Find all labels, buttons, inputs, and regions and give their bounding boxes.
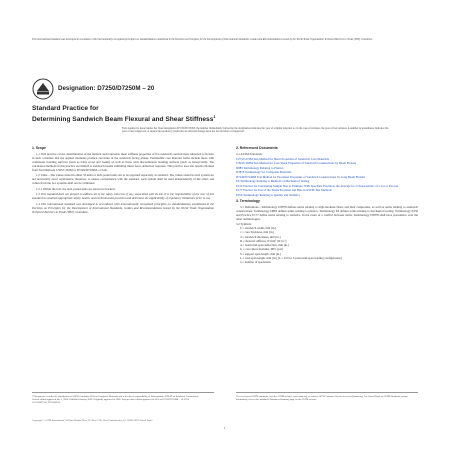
ref-link[interactable]: E122 Practice for Calculating Sample Size to Estimate, With Specified Precision, the Average for a Characteristic of a Lot or Process <box>236 183 399 188</box>
scope-heading: 1. Scope <box>32 146 46 150</box>
refs-list <box>236 153 418 198</box>
scope-paragraph: 1.1 This practice covers determination of the flexural and transverse shear stiffness properties of flat sandwich constructions subjected to flexure in such a manner that the applied moments produce curvature of the sandwich facing planes. Permissible core material forms include those with continuous bonding surfaces (such as balsa wood and foams) as well as those with discontinuous bonding surfaces (such as honeycomb). The calculation methods in this practice are limited to sandwich beams exhibiting linear force-deflection response. This practice uses test results obtained from Test Methods C393/C393M or D7249/D7249M, or both. <box>32 151 214 172</box>
ref-link[interactable]: D3878 Terminology for Composite Materials <box>236 170 292 175</box>
title-footnote-mark: 1 <box>213 114 216 119</box>
ref-link[interactable]: E456 Terminology Relating to Quality and Statistics <box>236 192 300 197</box>
footnote: ¹ This practice is under the jurisdiction of ASTM Committee D30 on Composite Materials and is the direct responsibility of Subcommittee D30.09 on Sandwich Construction. <box>32 395 199 398</box>
scope-paragraph: 1.3 This standard does not purport to address all of the safety concerns, if any, associated with its use. It is the responsibility of the user of this standard to establish appropriate safety, health, and environmental practices and determine the applicability of regulatory limitations prior to use. <box>32 192 214 201</box>
astm-logo-icon <box>32 78 54 100</box>
terminology-paragraph: 3.1 Definitions—Terminology D3878 defines terms relating to high-modulus fibers and their composites, as well as terms relating to sandwich constructions. Terminology D883 defines terms relating to plastics. Terminology E6 defines terms relating to mechanical testing. Terminology E456 and Practice E177 define terms relating to statistics. In the event of a conflict between terms, Terminology D3878 shall have precedence over the other terminologies. <box>236 204 418 221</box>
title-line-2-text: Determining Sandwich Beam Flexural and Shear Stiffness <box>32 116 214 124</box>
footnote: ² For referenced ASTM standards, visit the ASTM website, www.astm.org, or contact ASTM Customer Service at service@astm.org. For Annual Book of ASTM Standards volume information, refer to the standard's Document Summary page on the ASTM website. <box>236 395 408 401</box>
terminology-heading: 3. Terminology <box>236 198 260 203</box>
header <box>32 78 428 104</box>
symbol-item: S = support span length, mm [in.] <box>240 251 281 256</box>
symbol-item: d = sandwich thickness, mm [in.] <box>240 234 281 239</box>
symbol-item: L = load span length, mm [in.] (L = 0.0 for 3-point mid-span loading configuration) <box>240 255 342 260</box>
ref-link[interactable]: D7249/D7249M Test Method for Facesheet Properties of Sandwich Constructions by Long Beam Flexure <box>236 174 366 179</box>
copyright-footer: Copyright © ASTM International, 100 Barr Harbor Drive, PO Box C700, West Conshohocken, PA 19428-2959. United States <box>32 419 153 422</box>
page-title <box>32 105 392 124</box>
symbol-item: b = sandwich width, mm [in.] <box>240 226 277 231</box>
ref-link[interactable]: C273/C273M Test Method for Shear Properties of Sandwich Core Materials <box>236 156 329 161</box>
scope-paragraph: 1.2 Units—The values stated in either SI units or inch-pound units are to be regarded separately as standard. The values stated in each system are not necessarily exact equivalents; therefore, to ensure conformance with the standard, each system shall be used independently of the other, and values from the two systems shall not be combined. <box>32 173 214 186</box>
refs-heading: 2. Referenced Documents <box>236 146 278 150</box>
symbol-item: G = core shear modulus, MPa [psi] <box>240 247 283 252</box>
symbol-item: Δ = beam mid-span deflection, mm [in.] <box>240 243 289 248</box>
symbol-item: n = number of specimens <box>240 260 271 265</box>
ref-link[interactable]: E6 Terminology Relating to Methods of Mechanical Testing <box>236 179 310 184</box>
ref-link[interactable]: E177 Practice for Use of the Terms Precision and Bias in ASTM Test Methods <box>236 188 332 193</box>
title-line-2 <box>32 113 392 124</box>
left-column <box>32 147 214 216</box>
right-column <box>236 147 418 265</box>
refs-intro: 2.1 ASTM Standards: <box>236 151 263 156</box>
footnote: Current edition approved Jan. 1, 2020. Published January 2020. Originally approved in 2006. Last previous edition approved in 2016 as D7250/D7250M – 16. DOI: 10.1520/D7250_D7250M-20. <box>32 398 190 404</box>
symbol-item: c = core thickness, mm [in.] <box>240 230 275 235</box>
scope-paragraph: 1.2.1 Within the text, the inch-pound units are shown in brackets. <box>36 186 116 191</box>
footnotes-left <box>32 392 214 404</box>
symbols-list <box>236 227 418 265</box>
scope-paragraph: 1.4 This international standard was developed in accordance with internationally recognized principles on standardization established in the Decision on Principles for the Development of International Standards, Guides and Recommendations issued by the World Trade Organization Technical Barriers to Trade (TBT) Committee. <box>32 201 214 214</box>
designation: Designation: D7250/D7250M – 20 <box>58 85 155 92</box>
ref-link[interactable]: D883 Terminology Relating to Plastics <box>236 165 284 170</box>
issue-note: This standard is issued under the fixed designation D7250/D7250M; the number immediately following the designation indicates the year of original adoption or, in the case of revision, the year of last revision. A number in parentheses indicates the year of last reapproval. A superscript epsilon (ε) indicates an editorial change since the last revision or reapproval. <box>122 127 389 134</box>
page-number: 1 <box>224 426 226 430</box>
symbol-item: D = flexural stiffness, N·mm² [lb·in.²] <box>240 238 287 243</box>
ref-link[interactable]: C393/C393M Test Method for Core Shear Properties of Sandwich Constructions by Beam Flexure <box>236 161 357 166</box>
title-line-1: Standard Practice for <box>32 105 99 112</box>
footnotes-right <box>236 392 418 401</box>
symbols-intro: 3.2 Symbols: <box>236 222 253 227</box>
notice-text: This international standard was developed in accordance with internationally recognized principles on standardization established in the Decision on Principles for the Development of International Standards, Guides and Recommendations issued by the World Trade Organization Technical Barriers to Trade (TBT) Committee. <box>32 38 373 41</box>
